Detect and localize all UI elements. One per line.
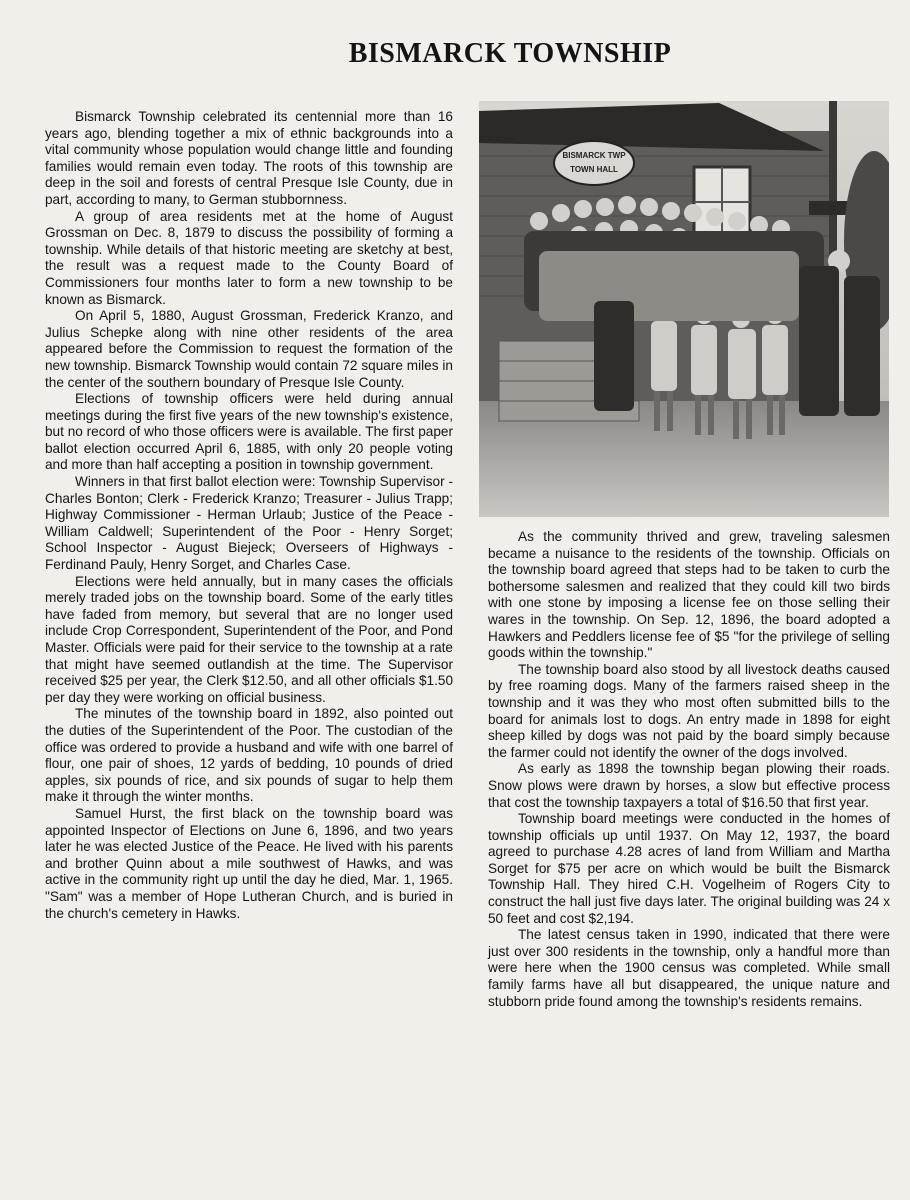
paragraph-township-hall: Township board meetings were conducted in the homes of township officials up until 1937. On May 12, 1937, the board agreed to purchase 4.28 acres of land from William and Martha Sorget for $75 per acre on which would be built the Bismarck Township Hall. They hired C.H. Vogelheim of Rogers City to construct the hall just five days later. The original building was 24 x 50 feet and cost $2,194. <box>488 811 890 926</box>
paragraph-livestock-dogs: The township board also stood by all livestock deaths caused by free roaming dogs. Many of the farmers raised sheep in the township and it was they who most often submitted bills to the board for animals lost to dogs. An entry made in 1898 for eight sheep killed by dogs was not paid by the board simply because the farmer could not identify the owner of the dogs involved. <box>488 661 890 760</box>
paragraph-snow-plows: As early as 1898 the township began plowing their roads. Snow plows were drawn by horses, a slow but effective process that cost the township taxpayers a total of $16.50 that first year. <box>488 761 890 810</box>
paragraph-annual-elections: Elections were held annually, but in many cases the officials merely traded jobs on the township board. Some of the early titles have faded from memory, but several that are no longer used include Crop Correspondent, Superintendent of the Poor, and Pond Master. Officials were paid for their service to the township at a rate that might have seemed outlandish at the time. The Supervisor received $25 per year, the Clerk $12.50, and all other officials $1.50 per day they were working on official business. <box>45 573 453 705</box>
sign-line-2: TOWN HALL <box>570 165 618 174</box>
paragraph-superintendent-poor: The minutes of the township board in 1892, also pointed out the duties of the Superintendent of the Poor. The custodian of the office was ordered to provide a husband and wife with one barrel of flour, one pair of shoes, 12 yards of bedding, 10 pounds of dried apples, six pounds of rice, and six pounds of sugar to help them make it through the winter months. <box>45 706 453 805</box>
paragraph-first-winners: Winners in that first ballot election were: Township Supervisor - Charles Bonton; Clerk - Frederick Kranzo; Treasurer - Julius Trapp; Highway Commissioner - Herman Urlaub; Justice of the Peace - William Caldwell; Superintendent of the Poor - Henry Sorget; School Inspector - August Biejeck; Overseers of Highways - Ferdinand Pauly, Henry Sorget, and Charles Case. <box>45 474 453 573</box>
paragraph-first-meeting: A group of area residents met at the home of August Grossman on Dec. 8, 1879 to discuss the possibility of forming a township. While details of that historic meeting are sketchy at best, the result was a request made to the County Board of Commissioners four months later to form a new township to be known as Bismarck. <box>45 208 453 307</box>
left-column <box>45 109 453 922</box>
paragraph-census: The latest census taken in 1990, indicated that there were just over 300 residents in the township, only a handful more than were here when the 1900 census was completed. While small family farms have all but disappeared, the unique nature and stubborn pride found among the township's residents remains. <box>488 927 890 1009</box>
paragraph-traveling-salesmen: As the community thrived and grew, traveling salesmen became a nuisance to the residents of the township. Officials on the township board agreed that steps had to be taken to curb the bothersome salesmen and realized that they could kill two birds with one stone by imposing a license fee on those selling their wares in the township. On Sep. 12, 1896, the board adopted a Hawkers and Peddlers license fee of $5 "for the privilege of selling goods within the township." <box>488 529 890 661</box>
town-hall-sign <box>554 141 634 185</box>
sign-line-1: BISMARCK TWP <box>562 151 626 160</box>
paragraph-centennial: Bismarck Township celebrated its centennial more than 16 years ago, blending together a mix of ethnic backgrounds into a vital community whose population would change little and founding families would remain even today. The roots of this township are deep in the soil and forests of central Presque Isle County, due in part, according to many, to German stubbornness. <box>45 109 453 207</box>
paragraph-samuel-hurst: Samuel Hurst, the first black on the township board was appointed Inspector of Elections on June 6, 1896, and two years later he was elected Justice of the Peace. He lived with his parents and brother Quinn about a mile southwest of Hawks, and was active in the community right up until the day he died, Mar. 1, 1965. "Sam" was a member of Hope Lutheran Church, and is buried in the church's cemetery in Hawks. <box>45 805 453 921</box>
right-column <box>488 529 890 1010</box>
paragraph-commission-request: On April 5, 1880, August Grossman, Frederick Kranzo, and Julius Schepke along with nine other residents of the area appeared before the Commission to request the formation of the new township. Bismarck Township would contain 72 square miles in the center of the southern boundary of Presque Isle County. <box>45 308 453 390</box>
paragraph-first-elections: Elections of township officers were held during annual meetings during the first five years of the new township's existence, but no record of who those officers were is available. The first paper ballot election occurred April 6, 1885, with only 20 people voting and more than half accepting a position in township government. <box>45 391 453 473</box>
town-hall-group-photo <box>479 101 889 517</box>
page-title: BISMARCK TOWNSHIP <box>348 38 672 69</box>
